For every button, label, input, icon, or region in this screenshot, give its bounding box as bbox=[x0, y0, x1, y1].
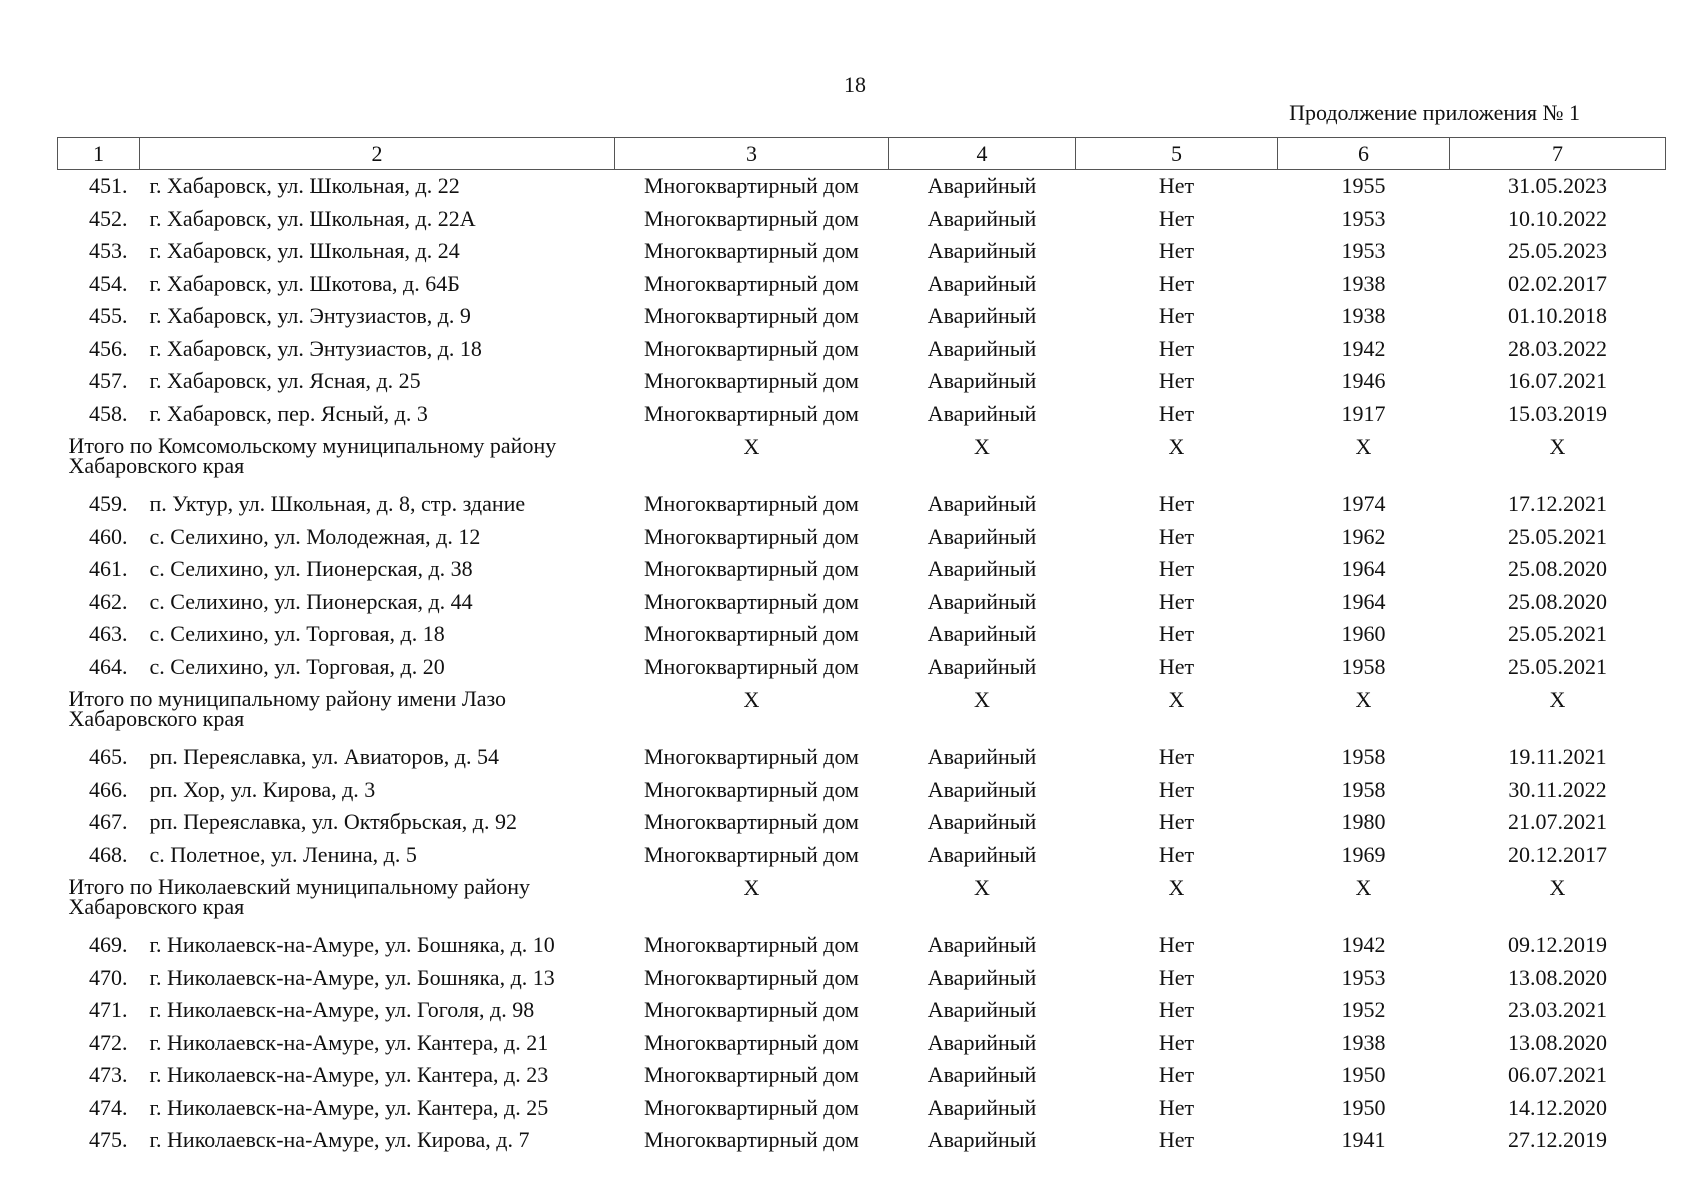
building-type-cell: Многоквартирный дом bbox=[644, 964, 859, 990]
subtotal-mark: X bbox=[974, 875, 990, 900]
year-cell: 1950 bbox=[1341, 1062, 1386, 1088]
row-number: 468. bbox=[89, 841, 128, 867]
building-type-cell: Многоквартирный дом bbox=[644, 303, 859, 329]
condition-cell: Аварийный bbox=[927, 173, 1037, 199]
date-cell: 16.07.2021 bbox=[1508, 368, 1607, 394]
date-cell: 27.12.2019 bbox=[1508, 1127, 1607, 1153]
building-type-cell: Многоквартирный дом bbox=[644, 997, 859, 1023]
column-header: 2 bbox=[140, 138, 615, 170]
year-cell: 1974 bbox=[1341, 491, 1386, 517]
year-cell: 1953 bbox=[1341, 205, 1386, 231]
building-type-cell: Многоквартирный дом bbox=[644, 400, 859, 426]
table-row bbox=[58, 203, 1666, 236]
flag-cell: Нет bbox=[1158, 303, 1195, 329]
row-number: 463. bbox=[89, 621, 128, 647]
subtotal-label: Итого по Комсомольскому муниципальному району Хабаровского края bbox=[68, 433, 557, 478]
year-cell: 1950 bbox=[1341, 1094, 1386, 1120]
condition-cell: Аварийный bbox=[927, 932, 1037, 958]
flag-cell: Нет bbox=[1158, 173, 1195, 199]
flag-cell: Нет bbox=[1158, 776, 1195, 802]
row-number: 470. bbox=[89, 964, 128, 990]
flag-cell: Нет bbox=[1158, 997, 1195, 1023]
building-type-cell: Многоквартирный дом bbox=[644, 173, 859, 199]
row-number: 466. bbox=[89, 776, 128, 802]
column-header: 7 bbox=[1450, 138, 1666, 170]
subtotal-mark: X bbox=[1355, 687, 1372, 712]
building-type-cell: Многоквартирный дом bbox=[644, 809, 859, 835]
address-cell: с. Селихино, ул. Пионерская, д. 38 bbox=[149, 556, 473, 582]
building-type-cell: Многоквартирный дом bbox=[644, 653, 859, 679]
subtotal-mark: X bbox=[1168, 434, 1185, 459]
subtotal-label: Итого по Николаевский муниципальному району Хабаровского края bbox=[68, 874, 531, 919]
subtotal-mark: X bbox=[974, 687, 990, 712]
flag-cell: Нет bbox=[1158, 491, 1195, 517]
table-row bbox=[58, 553, 1666, 586]
address-cell: г. Хабаровск, ул. Энтузиастов, д. 9 bbox=[149, 303, 471, 329]
address-cell: г. Николаевск-на-Амуре, ул. Кирова, д. 7 bbox=[149, 1127, 530, 1153]
table-row bbox=[58, 268, 1666, 301]
table-row bbox=[58, 774, 1666, 807]
table-row bbox=[58, 365, 1666, 398]
row-number: 451. bbox=[89, 173, 128, 199]
row-number: 473. bbox=[89, 1062, 128, 1088]
row-number: 459. bbox=[89, 491, 128, 517]
year-cell: 1938 bbox=[1341, 270, 1386, 296]
date-cell: 25.05.2023 bbox=[1508, 238, 1607, 264]
row-number: 474. bbox=[89, 1094, 128, 1120]
address-cell: п. Уктур, ул. Школьная, д. 8, стр. здание bbox=[149, 491, 526, 517]
condition-cell: Аварийный bbox=[927, 205, 1037, 231]
date-cell: 31.05.2023 bbox=[1508, 173, 1607, 199]
condition-cell: Аварийный bbox=[927, 491, 1037, 517]
condition-cell: Аварийный bbox=[927, 238, 1037, 264]
condition-cell: Аварийный bbox=[927, 335, 1037, 361]
row-number: 462. bbox=[89, 588, 128, 614]
flag-cell: Нет bbox=[1158, 653, 1195, 679]
date-cell: 21.07.2021 bbox=[1508, 809, 1607, 835]
table-row bbox=[58, 1092, 1666, 1125]
flag-cell: Нет bbox=[1158, 238, 1195, 264]
building-type-cell: Многоквартирный дом bbox=[644, 776, 859, 802]
date-cell: 14.12.2020 bbox=[1508, 1094, 1607, 1120]
year-cell: 1917 bbox=[1341, 400, 1386, 426]
row-number: 457. bbox=[89, 368, 128, 394]
condition-cell: Аварийный bbox=[927, 809, 1037, 835]
condition-cell: Аварийный bbox=[927, 621, 1037, 647]
date-cell: 10.10.2022 bbox=[1508, 205, 1607, 231]
address-cell: рп. Переяславка, ул. Авиаторов, д. 54 bbox=[149, 744, 499, 770]
page-number: 18 bbox=[844, 72, 866, 97]
address-cell: г. Николаевск-на-Амуре, ул. Кантера, д. 25 bbox=[149, 1094, 549, 1120]
year-cell: 1964 bbox=[1341, 588, 1386, 614]
date-cell: 23.03.2021 bbox=[1508, 997, 1607, 1023]
flag-cell: Нет bbox=[1158, 1029, 1195, 1055]
year-cell: 1958 bbox=[1341, 776, 1386, 802]
flag-cell: Нет bbox=[1158, 556, 1195, 582]
address-cell: рп. Переяславка, ул. Октябрьская, д. 92 bbox=[149, 809, 517, 835]
subtotal-mark: X bbox=[743, 687, 760, 712]
row-number: 467. bbox=[89, 809, 128, 835]
table-row bbox=[58, 1059, 1666, 1092]
subtotal-mark: X bbox=[1168, 687, 1185, 712]
address-cell: г. Хабаровск, ул. Энтузиастов, д. 18 bbox=[149, 335, 482, 361]
year-cell: 1938 bbox=[1341, 1029, 1386, 1055]
date-cell: 19.11.2021 bbox=[1508, 744, 1607, 770]
table-row bbox=[58, 651, 1666, 684]
date-cell: 25.05.2021 bbox=[1508, 523, 1607, 549]
column-header: 1 bbox=[58, 138, 140, 170]
row-number: 461. bbox=[89, 556, 128, 582]
address-cell: г. Хабаровск, ул. Школьная, д. 24 bbox=[149, 238, 460, 264]
building-type-cell: Многоквартирный дом bbox=[644, 621, 859, 647]
flag-cell: Нет bbox=[1158, 400, 1195, 426]
year-cell: 1952 bbox=[1341, 997, 1386, 1023]
table-row bbox=[58, 839, 1666, 872]
date-cell: 15.03.2019 bbox=[1508, 400, 1607, 426]
year-cell: 1942 bbox=[1341, 335, 1386, 361]
table-row bbox=[58, 170, 1666, 203]
subtotal-label: Итого по муниципальному району имени Лазо Хабаровского края bbox=[68, 686, 507, 731]
condition-cell: Аварийный bbox=[927, 270, 1037, 296]
table-body bbox=[58, 170, 1666, 1157]
building-type-cell: Многоквартирный дом bbox=[644, 238, 859, 264]
subtotal-row bbox=[58, 871, 1666, 929]
row-number: 475. bbox=[89, 1127, 128, 1153]
flag-cell: Нет bbox=[1158, 809, 1195, 835]
appendix-title: Продолжение приложения № 1 bbox=[1289, 100, 1580, 125]
flag-cell: Нет bbox=[1158, 1127, 1195, 1153]
address-cell: г. Николаевск-на-Амуре, ул. Бошняка, д. 10 bbox=[149, 932, 555, 958]
table-row bbox=[58, 994, 1666, 1027]
table-row bbox=[58, 1124, 1666, 1157]
table-row bbox=[58, 1027, 1666, 1060]
flag-cell: Нет bbox=[1158, 841, 1195, 867]
condition-cell: Аварийный bbox=[927, 964, 1037, 990]
row-number: 452. bbox=[89, 205, 128, 231]
building-type-cell: Многоквартирный дом bbox=[644, 1094, 859, 1120]
flag-cell: Нет bbox=[1158, 744, 1195, 770]
address-cell: г. Николаевск-на-Амуре, ул. Кантера, д. 23 bbox=[149, 1062, 549, 1088]
condition-cell: Аварийный bbox=[927, 776, 1037, 802]
date-cell: 13.08.2020 bbox=[1508, 1029, 1607, 1055]
date-cell: 25.08.2020 bbox=[1508, 556, 1607, 582]
flag-cell: Нет bbox=[1158, 1094, 1195, 1120]
flag-cell: Нет bbox=[1158, 523, 1195, 549]
address-cell: г. Хабаровск, ул. Школьная, д. 22А bbox=[149, 205, 476, 231]
year-cell: 1969 bbox=[1341, 841, 1386, 867]
table-row bbox=[58, 618, 1666, 651]
building-type-cell: Многоквартирный дом bbox=[644, 588, 859, 614]
year-cell: 1938 bbox=[1341, 303, 1386, 329]
date-cell: 20.12.2017 bbox=[1508, 841, 1607, 867]
condition-cell: Аварийный bbox=[927, 1029, 1037, 1055]
flag-cell: Нет bbox=[1158, 270, 1195, 296]
building-type-cell: Многоквартирный дом bbox=[644, 744, 859, 770]
row-number: 472. bbox=[89, 1029, 128, 1055]
subtotal-mark: X bbox=[1355, 434, 1372, 459]
building-type-cell: Многоквартирный дом bbox=[644, 841, 859, 867]
table-row bbox=[58, 929, 1666, 962]
table-row bbox=[58, 488, 1666, 521]
date-cell: 13.08.2020 bbox=[1508, 964, 1607, 990]
address-cell: г. Николаевск-на-Амуре, ул. Гоголя, д. 98 bbox=[149, 997, 535, 1023]
subtotal-mark: X bbox=[1168, 875, 1185, 900]
address-cell: г. Николаевск-на-Амуре, ул. Бошняка, д. 13 bbox=[149, 964, 555, 990]
table-row bbox=[58, 333, 1666, 366]
year-cell: 1941 bbox=[1341, 1127, 1386, 1153]
subtotal-mark: X bbox=[743, 434, 760, 459]
subtotal-mark: X bbox=[743, 875, 760, 900]
condition-cell: Аварийный bbox=[927, 1062, 1037, 1088]
date-cell: 25.08.2020 bbox=[1508, 588, 1607, 614]
flag-cell: Нет bbox=[1158, 964, 1195, 990]
row-number: 456. bbox=[89, 335, 128, 361]
subtotal-mark: X bbox=[1549, 875, 1566, 900]
condition-cell: Аварийный bbox=[927, 653, 1037, 679]
flag-cell: Нет bbox=[1158, 588, 1195, 614]
date-cell: 06.07.2021 bbox=[1508, 1062, 1607, 1088]
building-type-cell: Многоквартирный дом bbox=[644, 932, 859, 958]
year-cell: 1942 bbox=[1341, 932, 1386, 958]
condition-cell: Аварийный bbox=[927, 556, 1037, 582]
condition-cell: Аварийный bbox=[927, 1127, 1037, 1153]
flag-cell: Нет bbox=[1158, 368, 1195, 394]
row-number: 469. bbox=[89, 932, 128, 958]
condition-cell: Аварийный bbox=[927, 303, 1037, 329]
table-row bbox=[58, 962, 1666, 995]
year-cell: 1980 bbox=[1341, 809, 1386, 835]
year-cell: 1953 bbox=[1341, 238, 1386, 264]
date-cell: 28.03.2022 bbox=[1508, 335, 1607, 361]
subtotal-row bbox=[58, 683, 1666, 741]
row-number: 460. bbox=[89, 523, 128, 549]
date-cell: 02.02.2017 bbox=[1508, 270, 1607, 296]
column-header: 4 bbox=[889, 138, 1076, 170]
flag-cell: Нет bbox=[1158, 932, 1195, 958]
date-cell: 25.05.2021 bbox=[1508, 653, 1607, 679]
condition-cell: Аварийный bbox=[927, 1094, 1037, 1120]
row-number: 454. bbox=[89, 270, 128, 296]
subtotal-mark: X bbox=[1549, 687, 1566, 712]
condition-cell: Аварийный bbox=[927, 368, 1037, 394]
year-cell: 1964 bbox=[1341, 556, 1386, 582]
building-type-cell: Многоквартирный дом bbox=[644, 1062, 859, 1088]
date-cell: 09.12.2019 bbox=[1508, 932, 1607, 958]
table-row bbox=[58, 235, 1666, 268]
building-type-cell: Многоквартирный дом bbox=[644, 1029, 859, 1055]
condition-cell: Аварийный bbox=[927, 523, 1037, 549]
building-type-cell: Многоквартирный дом bbox=[644, 1127, 859, 1153]
year-cell: 1962 bbox=[1341, 523, 1386, 549]
condition-cell: Аварийный bbox=[927, 744, 1037, 770]
table-row bbox=[58, 521, 1666, 554]
subtotal-mark: X bbox=[974, 434, 990, 459]
building-type-cell: Многоквартирный дом bbox=[644, 335, 859, 361]
row-number: 453. bbox=[89, 238, 128, 264]
address-cell: г. Хабаровск, ул. Шкотова, д. 64Б bbox=[149, 270, 460, 296]
building-type-cell: Многоквартирный дом bbox=[644, 491, 859, 517]
flag-cell: Нет bbox=[1158, 1062, 1195, 1088]
column-header: 3 bbox=[615, 138, 889, 170]
year-cell: 1958 bbox=[1341, 653, 1386, 679]
condition-cell: Аварийный bbox=[927, 588, 1037, 614]
housing-registry-table bbox=[57, 137, 1666, 1157]
address-cell: г. Хабаровск, ул. Школьная, д. 22 bbox=[149, 173, 460, 199]
flag-cell: Нет bbox=[1158, 621, 1195, 647]
table-row bbox=[58, 806, 1666, 839]
row-number: 471. bbox=[89, 997, 128, 1023]
table-row bbox=[58, 586, 1666, 619]
building-type-cell: Многоквартирный дом bbox=[644, 368, 859, 394]
date-cell: 30.11.2022 bbox=[1508, 776, 1607, 802]
table-row bbox=[58, 398, 1666, 431]
address-cell: с. Селихино, ул. Торговая, д. 18 bbox=[149, 621, 445, 647]
year-cell: 1946 bbox=[1341, 368, 1386, 394]
address-cell: г. Хабаровск, ул. Ясная, д. 25 bbox=[149, 368, 421, 394]
condition-cell: Аварийный bbox=[927, 997, 1037, 1023]
row-number: 465. bbox=[89, 744, 128, 770]
table-row bbox=[58, 300, 1666, 333]
building-type-cell: Многоквартирный дом bbox=[644, 556, 859, 582]
header-row bbox=[58, 138, 1666, 170]
address-cell: рп. Хор, ул. Кирова, д. 3 bbox=[149, 776, 376, 802]
year-cell: 1955 bbox=[1341, 173, 1386, 199]
date-cell: 25.05.2021 bbox=[1508, 621, 1607, 647]
subtotal-row bbox=[58, 430, 1666, 488]
flag-cell: Нет bbox=[1158, 205, 1195, 231]
flag-cell: Нет bbox=[1158, 335, 1195, 361]
column-header: 5 bbox=[1076, 138, 1278, 170]
condition-cell: Аварийный bbox=[927, 400, 1037, 426]
building-type-cell: Многоквартирный дом bbox=[644, 270, 859, 296]
row-number: 455. bbox=[89, 303, 128, 329]
year-cell: 1960 bbox=[1341, 621, 1386, 647]
address-cell: г. Николаевск-на-Амуре, ул. Кантера, д. 21 bbox=[149, 1029, 549, 1055]
year-cell: 1958 bbox=[1341, 744, 1386, 770]
table-header bbox=[58, 138, 1666, 170]
row-number: 464. bbox=[89, 653, 128, 679]
date-cell: 17.12.2021 bbox=[1508, 491, 1607, 517]
date-cell: 01.10.2018 bbox=[1508, 303, 1607, 329]
address-cell: с. Селихино, ул. Торговая, д. 20 bbox=[149, 653, 445, 679]
building-type-cell: Многоквартирный дом bbox=[644, 205, 859, 231]
condition-cell: Аварийный bbox=[927, 841, 1037, 867]
address-cell: с. Селихино, ул. Молодежная, д. 12 bbox=[149, 523, 481, 549]
column-header: 6 bbox=[1278, 138, 1450, 170]
subtotal-mark: X bbox=[1549, 434, 1566, 459]
subtotal-mark: X bbox=[1355, 875, 1372, 900]
address-cell: с. Полетное, ул. Ленина, д. 5 bbox=[149, 841, 417, 867]
year-cell: 1953 bbox=[1341, 964, 1386, 990]
address-cell: с. Селихино, ул. Пионерская, д. 44 bbox=[149, 588, 473, 614]
table-row bbox=[58, 741, 1666, 774]
row-number: 458. bbox=[89, 400, 128, 426]
address-cell: г. Хабаровск, пер. Ясный, д. 3 bbox=[149, 400, 428, 426]
building-type-cell: Многоквартирный дом bbox=[644, 523, 859, 549]
